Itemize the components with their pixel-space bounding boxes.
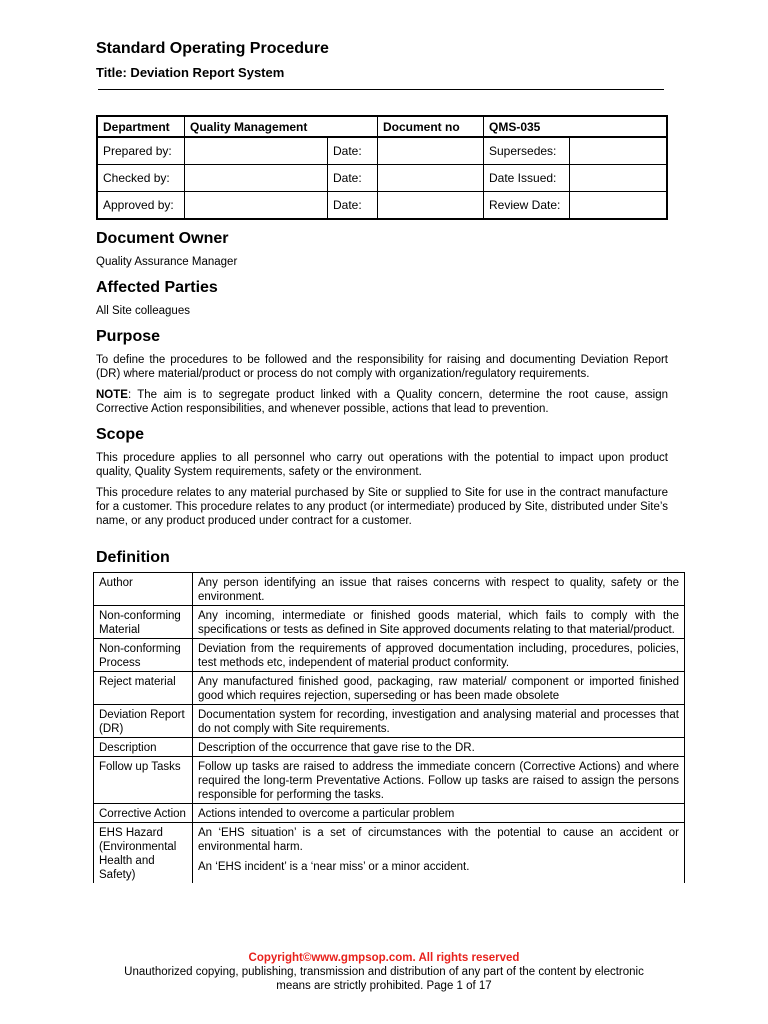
definition-term: EHS Hazard (Environmental Health and Safety) xyxy=(94,823,193,884)
copyright-notice: Copyright©www.gmpsop.com. All rights reserved xyxy=(248,952,520,964)
approved-date-value xyxy=(378,192,484,220)
table-row xyxy=(94,705,685,738)
supersedes-label: Supersedes: xyxy=(484,137,570,165)
definition-term: Non-conforming Process xyxy=(94,639,193,672)
scope-paragraph: This procedure relates to any material purchased by Site or supplied to Site for use in the contract manufacture for a customer. This procedure relates to any product (or intermediate) produced by Site, distributed under Site’s name, or any product produced under contract for a customer. xyxy=(96,487,668,527)
table-row xyxy=(94,672,685,705)
review-date-value xyxy=(570,192,668,220)
footer-page-line: means are strictly prohibited. Page 1 of 17 xyxy=(276,980,492,992)
prepared-date-value xyxy=(378,137,484,165)
department-label: Department xyxy=(97,116,185,137)
definition-term: Corrective Action xyxy=(94,804,193,823)
supersedes-value xyxy=(570,137,668,165)
checked-date-label: Date: xyxy=(328,165,378,192)
prepared-by-label: Prepared by: xyxy=(97,137,185,165)
purpose-heading: Purpose xyxy=(96,328,161,345)
footer-disclaimer-line: Unauthorized copying, publishing, transmission and distribution of any part of the content by electronic xyxy=(124,966,644,978)
approved-date-label: Date: xyxy=(328,192,378,220)
definition-desc: Follow up tasks are raised to address the immediate concern (Corrective Actions) and where required the long-term Preventative Actions. Follow up tasks are raised to assign the persons responsible for performing the tasks. xyxy=(193,757,685,804)
checked-by-value xyxy=(185,165,328,192)
document-subtitle: Title: Deviation Report System xyxy=(96,65,285,80)
definition-desc: Deviation from the requirements of approved documentation including, procedures, policies, test methods etc, independent of material product conformity. xyxy=(193,639,685,672)
document-control-table xyxy=(96,115,668,220)
definition-term: Author xyxy=(94,573,193,606)
approved-by-label: Approved by: xyxy=(97,192,185,220)
date-issued-value xyxy=(570,165,668,192)
meta-row xyxy=(97,165,667,192)
definition-desc: Any incoming, intermediate or finished goods material, which fails to comply with the specifications or tests as defined in Site approved documents relating to that material/product. xyxy=(193,606,685,639)
table-row xyxy=(94,804,685,823)
date-issued-label: Date Issued: xyxy=(484,165,570,192)
purpose-note xyxy=(96,388,668,416)
affected-parties-text: All Site colleagues xyxy=(96,305,190,317)
definition-term: Follow up Tasks xyxy=(94,757,193,804)
definition-desc: Actions intended to overcome a particular problem xyxy=(193,804,685,823)
scope-paragraph: This procedure applies to all personnel who carry out operations with the potential to impact upon product quality, Quality System requirements, safety or the environment. xyxy=(96,452,668,478)
document-no-label: Document no xyxy=(378,116,484,137)
table-row xyxy=(94,738,685,757)
purpose-text: To define the procedures to be followed and the responsibility for raising and documenting Deviation Report (DR) where material/product or process do not comply with organization/regulatory requirements. xyxy=(96,354,668,380)
table-row xyxy=(94,639,685,672)
definition-heading: Definition xyxy=(96,549,170,566)
definition-term: Deviation Report (DR) xyxy=(94,705,193,738)
document-owner-heading: Document Owner xyxy=(96,230,229,247)
document-owner-text: Quality Assurance Manager xyxy=(96,256,238,268)
definition-desc: Any manufactured finished good, packaging, raw material/ component or imported finished good which requires rejection, superseding or has been made obsolete xyxy=(193,672,685,705)
meta-row xyxy=(97,192,667,220)
scope-heading: Scope xyxy=(96,426,145,443)
note-label: NOTE xyxy=(96,389,128,401)
definition-term: Non-conforming Material xyxy=(94,606,193,639)
document-no-value: QMS-035 xyxy=(484,116,668,137)
meta-row xyxy=(97,137,667,165)
table-row xyxy=(94,757,685,804)
note-text: : The aim is to segregate product linked with a Quality concern, determine the root cause, assign Corrective Action responsibilities, and whenever possible, actions that lead to prevention. xyxy=(96,389,668,415)
approved-by-value xyxy=(185,192,328,220)
affected-parties-heading: Affected Parties xyxy=(96,279,218,296)
table-row xyxy=(94,573,685,606)
review-date-label: Review Date: xyxy=(484,192,570,220)
definition-desc: Any person identifying an issue that raises concerns with respect to quality, safety or the environment. xyxy=(193,573,685,606)
document-title: Standard Operating Procedure xyxy=(96,40,329,57)
definition-term: Description xyxy=(94,738,193,757)
header-rule xyxy=(98,89,664,90)
definition-table xyxy=(93,572,685,883)
definition-desc: Documentation system for recording, investigation and analysing material and processes that do not comply with Site requirements. xyxy=(193,705,685,738)
sop-page xyxy=(96,38,686,883)
definition-desc: An ‘EHS situation’ is a set of circumstances with the potential to cause an accident or environmental harm. An ‘EHS incident’ is a ‘near miss’ or a minor accident. xyxy=(193,823,685,884)
meta-header-row xyxy=(97,116,667,137)
department-value: Quality Management xyxy=(185,116,378,137)
definition-term: Reject material xyxy=(94,672,193,705)
definition-desc: Description of the occurrence that gave rise to the DR. xyxy=(193,738,685,757)
checked-by-label: Checked by: xyxy=(97,165,185,192)
table-row xyxy=(94,823,685,884)
page-footer xyxy=(0,951,768,993)
prepared-date-label: Date: xyxy=(328,137,378,165)
table-row xyxy=(94,606,685,639)
checked-date-value xyxy=(378,165,484,192)
prepared-by-value xyxy=(185,137,328,165)
